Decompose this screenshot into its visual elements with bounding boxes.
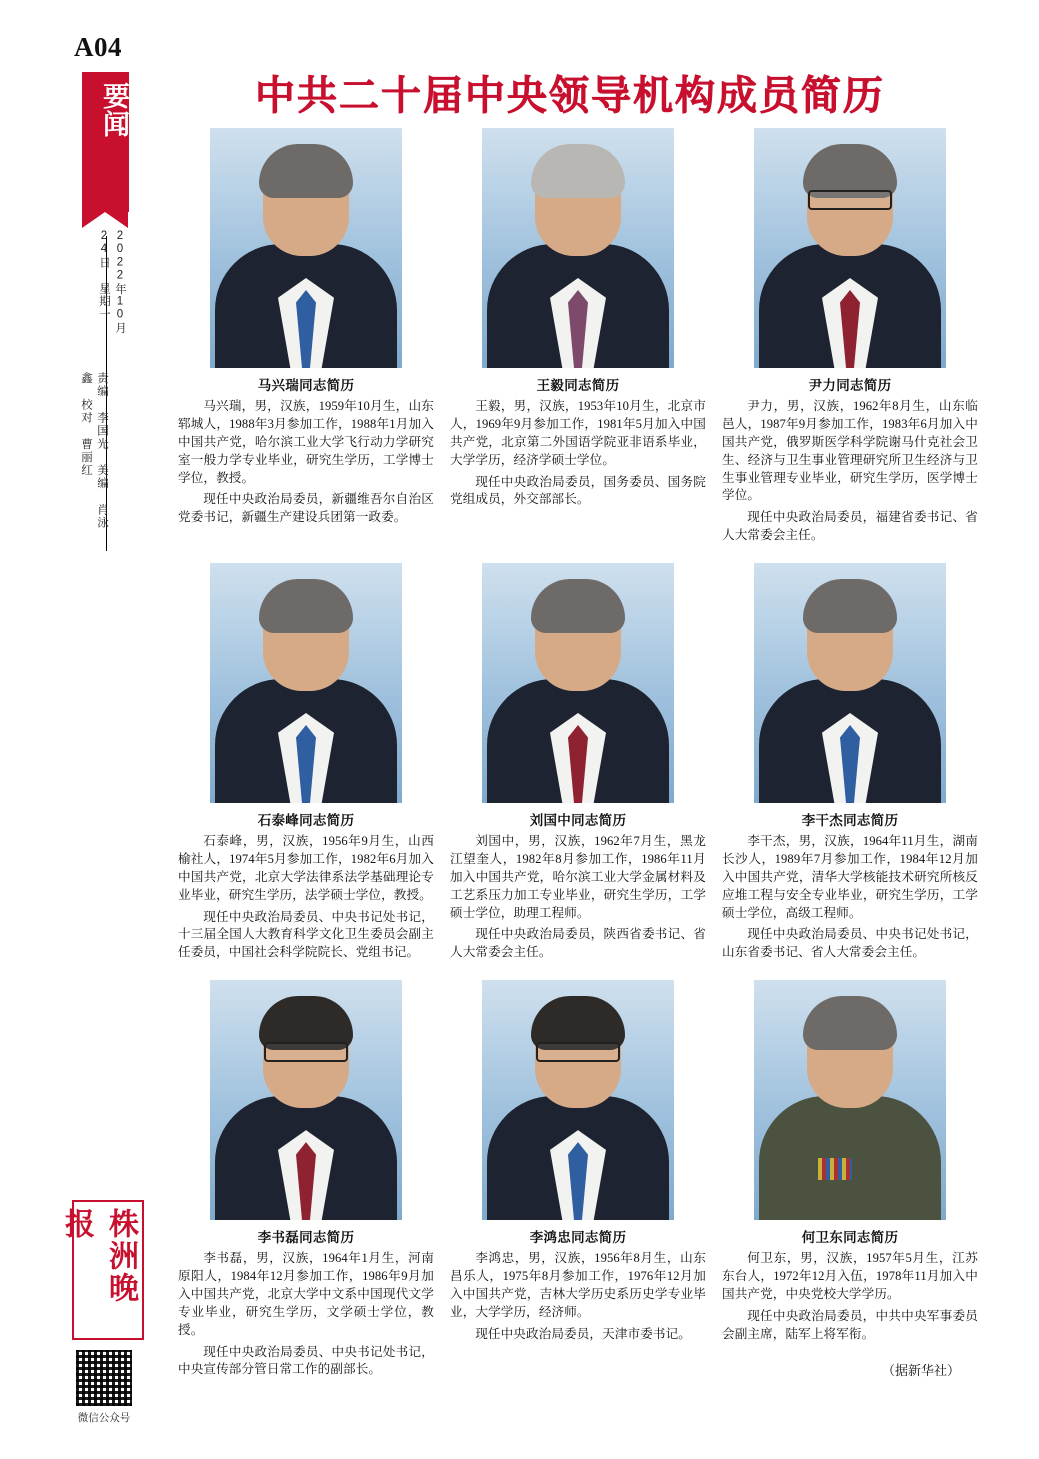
bio-card <box>722 128 978 545</box>
portrait-photo <box>754 980 946 1220</box>
portrait-photo <box>210 980 402 1220</box>
portrait-hair <box>531 579 625 633</box>
masthead-title: 株洲晚报 <box>60 1208 137 1304</box>
qr-caption: 微信公众号 <box>77 1412 131 1424</box>
bio-paragraph-1: 王毅，男，汉族，1953年10月生，北京市人，1969年9月参加工作，1981年5月加入中国共产党，北京第二外国语学院亚非语系毕业，大学学历，经济学硕士学位。 <box>450 399 706 467</box>
bio-paragraph-2: 现任中央政治局委员、中央书记处书记，十三届全国人大教育科学文化卫生委员会副主任委员，中国社会科学院院长、党组书记。 <box>178 909 434 960</box>
bio-paragraph-1: 李书磊，男，汉族，1964年1月生，河南原阳人，1984年12月参加工作，1986年9月加入中国共产党，北京大学中文系中国现代文学专业毕业，研究生学历，文学硕士学位，教授。 <box>178 1251 434 1337</box>
bio-paragraph-1: 李鸿忠，男，汉族，1956年8月生，山东昌乐人，1975年8月参加工作，1976年12月加入中国共产党，吉林大学历史系历史学专业毕业，大学学历，经济师。 <box>450 1251 706 1319</box>
masthead-box <box>60 1200 144 1340</box>
bio-paragraph-1: 何卫东，男，汉族，1957年5月生，江苏东台人，1972年12月入伍，1978年11月加入中国共产党，中央党校大学学历。 <box>722 1251 978 1301</box>
portrait-photo <box>482 563 674 803</box>
publication-date: 2022年10月24日 星期一 <box>98 230 126 335</box>
bio-name: 何卫东同志简历 <box>801 1230 899 1246</box>
bio-paragraph-1: 石泰峰，男，汉族，1956年9月生，山西榆社人，1974年5月参加工作，1982年6月加入中国共产党，北京大学法律系法学基础理论专业毕业，研究生学历，法学硕士学位，教授。 <box>178 834 434 902</box>
portrait-medals <box>818 1158 852 1180</box>
bio-name: 尹力同志简历 <box>808 378 892 393</box>
bio-name: 刘国中同志简历 <box>529 813 627 828</box>
bio-paragraph-1: 李干杰，男，汉族，1964年11月生，湖南长沙人，1989年7月参加工作，1984年12月加入中国共产党，清华大学核能技术研究所核反应堆工程与安全专业毕业，研究生学历，工学硕士学位，高级工程师。 <box>722 834 978 920</box>
left-rail <box>0 0 170 1459</box>
portrait-photo <box>482 128 674 368</box>
glasses-icon <box>264 1042 348 1062</box>
page-number: A04 <box>74 32 122 62</box>
bio-card <box>722 980 978 1379</box>
page-title: 中共二十届中央领导机构成员简历 <box>255 73 885 118</box>
bio-card <box>450 980 706 1379</box>
portrait-photo <box>754 128 946 368</box>
bio-paragraph-2: 现任中央政治局委员，中共中央军事委员会副主席，陆军上将军衔。 <box>722 1308 978 1341</box>
bio-paragraph-2: 现任中央政治局委员，天津市委书记。 <box>475 1326 691 1341</box>
bio-paragraph-2: 现任中央政治局委员、中央书记处书记，中央宣传部分管日常工作的副部长。 <box>178 1344 434 1377</box>
portrait-hair <box>531 144 625 198</box>
glasses-icon <box>536 1042 620 1062</box>
bio-paragraph-2: 现任中央政治局委员，新疆维吾尔自治区党委书记，新疆生产建设兵团第一政委。 <box>178 492 434 525</box>
bio-card <box>450 563 706 962</box>
section-flag <box>82 72 129 212</box>
bio-paragraph-2: 现任中央政治局委员，国务委员、国务院党组成员，外交部部长。 <box>450 474 706 507</box>
bio-name: 李鸿忠同志简历 <box>529 1230 627 1246</box>
editorial-credits: 责编 李国光 美编 肖泳鑫 校对 曹丽红 <box>80 372 108 530</box>
glasses-icon <box>808 190 892 210</box>
bio-card <box>178 128 434 545</box>
bio-card <box>178 980 434 1379</box>
bio-name: 李干杰同志简历 <box>801 813 899 828</box>
bio-paragraph-2: 现任中央政治局委员、中央书记处书记，山东省委书记、省人大常委会主任。 <box>722 927 978 960</box>
portrait-hair <box>259 579 353 633</box>
portrait-photo <box>210 563 402 803</box>
bio-name: 王毅同志简历 <box>536 378 620 393</box>
bio-grid <box>178 128 978 1379</box>
bio-name: 石泰峰同志简历 <box>257 813 355 828</box>
bio-paragraph-2: 现任中央政治局委员，福建省委书记、省人大常委会主任。 <box>722 510 978 543</box>
source-credit: （据新华社） <box>881 1363 960 1378</box>
portrait-photo <box>482 980 674 1220</box>
portrait-hair <box>803 996 897 1050</box>
portrait-photo <box>754 563 946 803</box>
bio-name: 马兴瑞同志简历 <box>257 378 355 393</box>
bio-paragraph-1: 马兴瑞，男，汉族，1959年10月生，山东郓城人，1988年3月参加工作，1988年1月加入中国共产党，哈尔滨工业大学飞行动力学研究室一般力学专业毕业，研究生学历，工学博士学位，教授。 <box>178 399 434 485</box>
bio-card <box>722 563 978 962</box>
bio-name: 李书磊同志简历 <box>257 1230 355 1246</box>
section-flag-label: 要闻 <box>99 82 129 138</box>
qr-code <box>74 1348 134 1408</box>
bio-card <box>178 563 434 962</box>
bio-paragraph-2: 现任中央政治局委员，陕西省委书记、省人大常委会主任。 <box>450 927 706 960</box>
bio-card <box>450 128 706 545</box>
portrait-hair <box>259 144 353 198</box>
bio-paragraph-1: 刘国中，男，汉族，1962年7月生，黑龙江望奎人，1982年8月参加工作，1986年11月加入中国共产党，哈尔滨工业大学金属材料及工艺系压力加工专业毕业，研究生学历，工学硕士学位，助理工程师。 <box>450 834 706 920</box>
portrait-photo <box>210 128 402 368</box>
bio-paragraph-1: 尹力，男，汉族，1962年8月生，山东临邑人，1987年9月参加工作，1983年6月加入中国共产党，俄罗斯医学科学院谢马什克社会卫生、经济与卫生事业管理研究所卫生经济与卫生事业管理专业毕业，研究生学历，医学博士学位。 <box>722 399 978 503</box>
portrait-hair <box>803 579 897 633</box>
